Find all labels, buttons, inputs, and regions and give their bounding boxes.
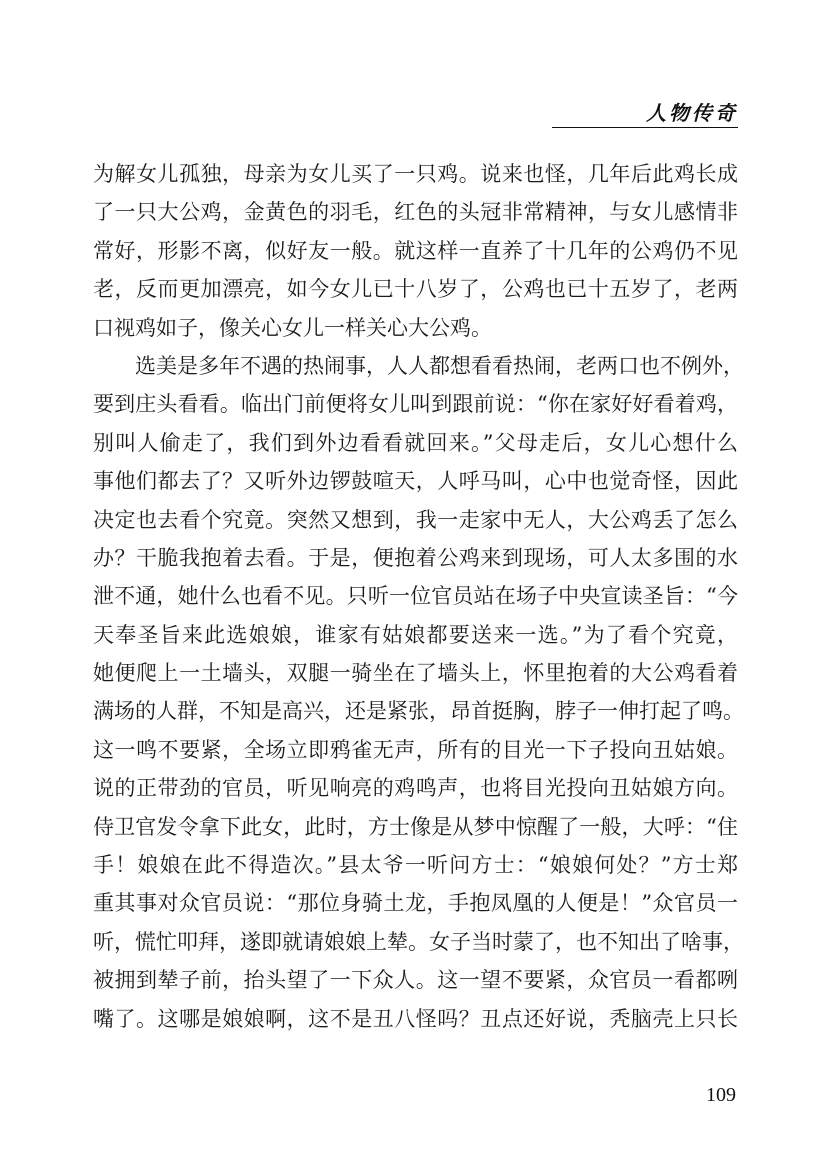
running-header (552, 100, 738, 130)
text-line: 说的正带劲的官员，听见响亮的鸡鸣声，也将目光投向丑姑娘方向。 (93, 776, 738, 801)
text-line: 侍卫官发令拿下此女，此时，方士像是从梦中惊醒了一般，大呼：“住 (93, 814, 738, 839)
text-line: 事他们都去了？又听外边锣鼓喧天，人呼马叫，心中也觉奇怪，因此 (93, 469, 738, 494)
body-text (93, 155, 744, 1038)
text-line: 办？干脆我抱着去看。于是，便抱着公鸡来到现场，可人太多围的水 (93, 545, 738, 570)
text-line: 老，反而更加漂亮，如今女儿已十八岁了，公鸡也已十五岁了，老两 (93, 277, 738, 302)
text-line: 选美是多年不遇的热闹事，人人都想看看热闹，老两口也不例外， (135, 353, 744, 378)
text-line: 常好，形影不离，似好友一般。就这样一直养了十几年的公鸡仍不见 (93, 238, 738, 263)
text-line: 了一只大公鸡，金黄色的羽毛，红色的头冠非常精神，与女儿感情非 (93, 200, 738, 225)
text-line: 天奉圣旨来此选娘娘，谁家有姑娘都要送来一选。”为了看个究竟， (93, 622, 738, 647)
page-number: 109 (706, 1084, 736, 1106)
text-line: 她便爬上一土墙头，双腿一骑坐在了墙头上，怀里抱着的大公鸡看着 (93, 661, 738, 686)
text-line: 满场的人群，不知是高兴，还是紧张，昂首挺胸，脖子一伸打起了鸣。 (93, 699, 744, 724)
text-line: 别叫人偷走了，我们到外边看看就回来。”父母走后，女儿心想什么 (93, 430, 738, 455)
text-line: 决定也去看个究竟。突然又想到，我一走家中无人，大公鸡丢了怎么 (93, 507, 738, 532)
text-line: 被拥到辇子前，抬头望了一下众人。这一望不要紧，众官员一看都咧 (93, 968, 738, 993)
paragraph-1 (93, 155, 738, 347)
header-rule (552, 127, 738, 128)
text-line: 为解女儿孤独，母亲为女儿买了一只鸡。说来也怪，几年后此鸡长成 (93, 162, 738, 186)
text-line: 嘴了。这哪是娘娘啊，这不是丑八怪吗？丑点还好说，秃脑壳上只长 (93, 1006, 738, 1031)
section-title: 人物传奇 (646, 101, 738, 125)
text-line: 听，慌忙叩拜，遂即就请娘娘上辇。女子当时蒙了，也不知出了啥事， (93, 929, 744, 954)
text-line: 要到庄头看看。临出门前便将女儿叫到跟前说：“你在家好好看着鸡， (93, 392, 738, 417)
paragraph-2 (93, 347, 744, 1038)
text-line: 重其事对众官员说：“那位身骑土龙，手抱凤凰的人便是！”众官员一 (93, 891, 738, 916)
text-line: 泄不通，她什么也看不见。只听一位官员站在场子中央宣读圣旨：“今 (93, 584, 738, 609)
text-line: 手！娘娘在此不得造次。”县太爷一听问方士：“娘娘何处？”方士郑 (93, 853, 738, 878)
text-line: 这一鸣不要紧，全场立即鸦雀无声，所有的目光一下子投向丑姑娘。 (93, 737, 738, 762)
text-line: 口视鸡如子，像关心女儿一样关心大公鸡。 (93, 315, 492, 340)
